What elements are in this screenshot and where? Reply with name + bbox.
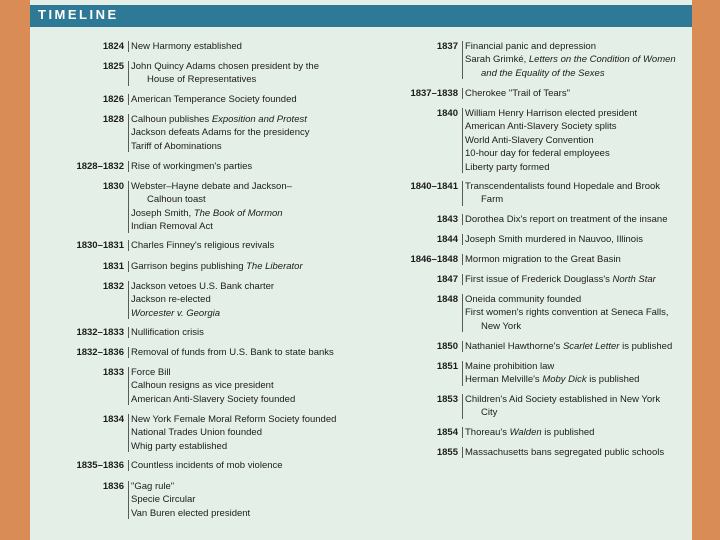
entry-events bbox=[465, 293, 669, 333]
entry-divider bbox=[462, 341, 463, 352]
event-text: American Temperance Society founded bbox=[131, 94, 297, 105]
event-text-part: is published bbox=[586, 374, 640, 386]
title-bar bbox=[30, 5, 692, 27]
entry-divider bbox=[128, 460, 129, 471]
entry-events bbox=[465, 426, 594, 439]
event-text-part: Calhoun publishes bbox=[131, 114, 212, 125]
event-text-part: is published bbox=[619, 341, 673, 352]
entry-events bbox=[465, 40, 676, 80]
entry-divider bbox=[462, 274, 463, 285]
event-text: Specie Circular bbox=[131, 494, 196, 506]
event-text: "Gag rule" bbox=[131, 481, 175, 492]
entry-events bbox=[131, 260, 303, 273]
entry-divider bbox=[128, 347, 129, 358]
event-text: Jackson re-elected bbox=[131, 294, 211, 306]
entry-date: 1828–1832 bbox=[76, 161, 124, 172]
entry-date: 1831 bbox=[102, 261, 124, 272]
entry-date: 1855 bbox=[436, 447, 458, 458]
event-text bbox=[465, 373, 639, 386]
entry-events bbox=[465, 213, 667, 226]
entry-date: 1847 bbox=[436, 274, 458, 285]
entry-events bbox=[131, 93, 297, 106]
event-text: Calhoun resigns as vice president bbox=[131, 380, 274, 392]
italic-title: Walden bbox=[509, 427, 542, 438]
entry-events bbox=[131, 326, 204, 339]
entry-events bbox=[131, 180, 292, 234]
entry-date: 1826 bbox=[102, 94, 124, 105]
entry-divider bbox=[128, 41, 129, 52]
entry-divider bbox=[462, 361, 463, 386]
entry-date: 1833 bbox=[102, 367, 124, 378]
entry-events bbox=[131, 480, 250, 520]
entry-divider bbox=[128, 240, 129, 251]
entry-date: 1830–1831 bbox=[76, 240, 124, 251]
entry-date: 1835–1836 bbox=[76, 460, 124, 471]
event-text: Massachusetts bans segregated public schools bbox=[465, 447, 665, 458]
entry-date: 1846–1848 bbox=[410, 254, 458, 265]
entry-events bbox=[465, 446, 664, 459]
event-text: Jackson vetoes U.S. Bank charter bbox=[131, 281, 275, 292]
entry-date: 1832–1833 bbox=[76, 327, 124, 338]
entry-date: 1844 bbox=[436, 234, 458, 245]
entry-divider bbox=[128, 481, 129, 519]
event-text bbox=[465, 426, 594, 439]
event-text: Force Bill bbox=[131, 367, 171, 378]
entry-divider bbox=[128, 181, 129, 233]
entry-date: 1854 bbox=[436, 427, 458, 438]
event-text-part: Joseph Smith, bbox=[131, 207, 194, 219]
event-text bbox=[465, 340, 672, 353]
italic-title: Letters on the Condition of Women bbox=[528, 54, 676, 66]
entry-divider bbox=[128, 261, 129, 272]
entry-divider bbox=[128, 414, 129, 452]
entry-events bbox=[131, 160, 252, 173]
entry-date: 1850 bbox=[436, 341, 458, 352]
entry-date: 1837 bbox=[436, 41, 458, 52]
entry-divider bbox=[462, 427, 463, 438]
event-text: Rise of workingmen's parties bbox=[131, 161, 253, 172]
entry-date: 1832–1836 bbox=[76, 347, 124, 358]
entry-divider bbox=[462, 181, 463, 206]
entry-events bbox=[131, 40, 242, 53]
event-text: Countless incidents of mob violence bbox=[131, 460, 283, 471]
italic-title: Worcester v. Georgia bbox=[131, 307, 221, 319]
event-text: American Anti-Slavery Society founded bbox=[131, 393, 296, 405]
entry-events bbox=[465, 393, 660, 420]
event-text-part: Garrison begins publishing bbox=[131, 261, 247, 272]
entry-date: 1843 bbox=[436, 214, 458, 225]
event-text bbox=[465, 273, 656, 286]
event-text: Joseph Smith murdered in Nauvoo, Illinois bbox=[465, 234, 643, 245]
entry-date: 1834 bbox=[102, 414, 124, 425]
event-text-part: Nathaniel Hawthorne's bbox=[465, 341, 563, 352]
event-text: Liberty party formed bbox=[465, 161, 550, 173]
entry-events bbox=[465, 180, 660, 207]
entry-date: 1832 bbox=[102, 281, 124, 292]
entry-divider bbox=[462, 214, 463, 225]
event-text: 10-hour day for federal employees bbox=[465, 148, 610, 160]
entry-date: 1853 bbox=[436, 394, 458, 405]
entry-divider bbox=[462, 254, 463, 265]
event-text: Removal of funds from U.S. Bank to state banks bbox=[131, 347, 334, 358]
entry-date: 1840–1841 bbox=[410, 181, 458, 192]
event-text: National Trades Union founded bbox=[131, 427, 262, 439]
entry-events bbox=[465, 253, 621, 266]
event-text: World Anti-Slavery Convention bbox=[465, 134, 594, 146]
event-text: Oneida community founded bbox=[465, 294, 582, 305]
event-text: New York Female Moral Reform Society founded bbox=[131, 414, 337, 425]
event-text bbox=[131, 260, 303, 273]
entry-events bbox=[131, 413, 336, 453]
entry-divider bbox=[462, 41, 463, 79]
event-text: Whig party established bbox=[131, 440, 228, 452]
event-text: Nullification crisis bbox=[131, 327, 204, 338]
event-text: Van Buren elected president bbox=[131, 507, 251, 519]
entry-events bbox=[465, 360, 639, 387]
entry-divider bbox=[128, 327, 129, 338]
event-text bbox=[131, 113, 310, 126]
entry-date: 1825 bbox=[102, 61, 124, 72]
entry-events bbox=[131, 113, 310, 153]
event-text-part: First issue of Frederick Douglass's bbox=[465, 274, 613, 285]
event-text: Farm bbox=[481, 194, 504, 206]
event-text: American Anti-Slavery Society splits bbox=[465, 121, 617, 133]
entry-divider bbox=[462, 88, 463, 99]
entry-divider bbox=[462, 108, 463, 173]
entry-divider bbox=[128, 367, 129, 405]
event-text: Dorothea Dix's report on treatment of the insane bbox=[465, 214, 668, 225]
page-title: TIMELINE bbox=[38, 7, 119, 22]
italic-title: Exposition and Protest bbox=[211, 114, 307, 125]
entry-events bbox=[465, 233, 643, 246]
entry-divider bbox=[128, 114, 129, 152]
entry-divider bbox=[462, 234, 463, 245]
event-text: Webster–Hayne debate and Jackson– bbox=[131, 181, 292, 192]
entry-divider bbox=[462, 294, 463, 332]
italic-title: and the Equality of the Sexes bbox=[481, 67, 605, 79]
event-text-part: Thoreau's bbox=[465, 427, 510, 438]
event-text: Cherokee "Trail of Tears" bbox=[465, 88, 570, 99]
italic-title: Moby Dick bbox=[542, 374, 587, 386]
entry-divider bbox=[128, 161, 129, 172]
italic-title: Scarlet Letter bbox=[562, 341, 620, 352]
event-text-part: Sarah Grimké, bbox=[465, 54, 529, 66]
entry-date: 1836 bbox=[102, 481, 124, 492]
entry-date: 1824 bbox=[102, 41, 124, 52]
entry-events bbox=[131, 346, 334, 359]
entry-divider bbox=[128, 61, 129, 86]
event-text: Mormon migration to the Great Basin bbox=[465, 254, 621, 265]
event-text: Calhoun toast bbox=[147, 194, 206, 206]
entry-date: 1828 bbox=[102, 114, 124, 125]
event-text: Charles Finney's religious revivals bbox=[131, 240, 275, 251]
entry-events bbox=[131, 366, 295, 406]
entry-divider bbox=[128, 94, 129, 105]
event-text: New Harmony established bbox=[131, 41, 242, 52]
entry-date: 1830 bbox=[102, 181, 124, 192]
entry-divider bbox=[128, 281, 129, 319]
event-text: First women's rights convention at Seneca Falls, bbox=[465, 307, 669, 319]
entry-events bbox=[131, 459, 283, 472]
event-text: Transcendentalists found Hopedale and Brook bbox=[465, 181, 661, 192]
entry-date: 1848 bbox=[436, 294, 458, 305]
italic-title: The Book of Mormon bbox=[193, 207, 283, 219]
event-text: William Henry Harrison elected president bbox=[465, 108, 638, 119]
event-text: New York bbox=[481, 320, 522, 332]
entry-events bbox=[131, 60, 319, 87]
event-text: House of Representatives bbox=[147, 74, 257, 86]
italic-title: North Star bbox=[612, 274, 656, 285]
event-text: Jackson defeats Adams for the presidency bbox=[131, 127, 310, 139]
entry-date: 1851 bbox=[436, 361, 458, 372]
entry-events bbox=[465, 273, 656, 286]
entry-events bbox=[131, 280, 274, 320]
event-text bbox=[465, 53, 676, 66]
event-text bbox=[131, 307, 274, 320]
event-text-part: is published bbox=[541, 427, 595, 438]
event-text: Children's Aid Society established in New York bbox=[465, 394, 661, 405]
event-text: Tariff of Abominations bbox=[131, 140, 222, 152]
event-text: John Quincy Adams chosen president by the bbox=[131, 61, 320, 72]
entry-events bbox=[465, 340, 672, 353]
entry-date: 1840 bbox=[436, 108, 458, 119]
event-text: City bbox=[481, 407, 498, 419]
event-text-part: Herman Melville's bbox=[465, 374, 543, 386]
event-text: Maine prohibition law bbox=[465, 361, 555, 372]
event-text bbox=[465, 67, 676, 80]
entry-events bbox=[465, 87, 570, 100]
italic-title: The Liberator bbox=[246, 261, 303, 272]
event-text bbox=[131, 207, 292, 220]
event-text: Financial panic and depression bbox=[465, 41, 596, 52]
entry-events bbox=[131, 239, 274, 252]
entry-date: 1837–1838 bbox=[410, 88, 458, 99]
entry-events bbox=[465, 107, 637, 174]
entry-divider bbox=[462, 394, 463, 419]
entry-divider bbox=[462, 447, 463, 458]
event-text: Indian Removal Act bbox=[131, 221, 213, 233]
